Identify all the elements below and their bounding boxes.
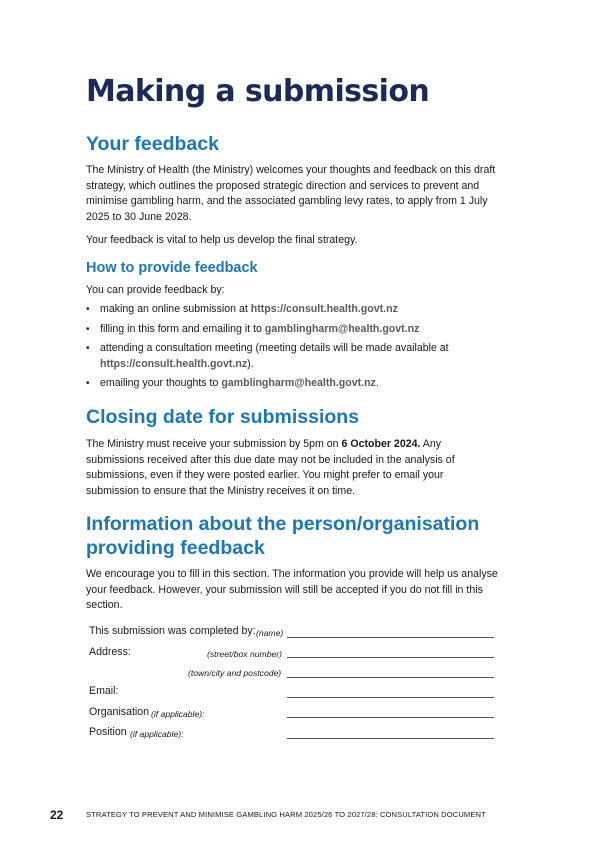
list-item-text: emailing your thoughts to <box>100 377 222 389</box>
footer-text: STRATEGY TO PREVENT AND MINIMISE GAMBLING HARM 2025/26 TO 2027/28: CONSULTATION DOCUMENT <box>86 810 486 819</box>
list-item-text: making an online submission at <box>100 303 251 315</box>
consult-link[interactable]: https://consult.health.govt.nz <box>100 357 248 370</box>
page-title: Making a submission <box>86 74 430 109</box>
closing-date-paragraph <box>86 437 498 499</box>
list-item <box>86 341 496 372</box>
list-item <box>86 322 496 338</box>
street-hint: (street/box number) <box>207 649 282 659</box>
organisation-label: Organisation <box>89 706 150 718</box>
position-hint: (if applicable): <box>130 729 184 739</box>
email-link[interactable]: gamblingharm@health.govt.nz <box>221 377 376 389</box>
page-number: 22 <box>50 808 64 822</box>
list-item <box>86 376 496 392</box>
how-to-provide-heading: How to provide feedback <box>86 260 258 276</box>
closing-text-rest: Any submissions received after this due date may not be included in the analysis of submissions, even if they were posted earlier. You might prefer to email your submission to ensure that the Ministry receives it on time. <box>86 438 455 497</box>
list-item-after: ). <box>247 357 254 370</box>
position-label: Position <box>89 726 127 738</box>
info-heading-line2: providing feedback <box>86 537 265 559</box>
how-to-intro: You can provide feedback by: <box>86 284 225 296</box>
email-field[interactable] <box>287 697 494 698</box>
email-label: Email: <box>89 685 119 697</box>
info-heading <box>86 512 479 560</box>
organisation-field[interactable] <box>287 717 494 718</box>
your-feedback-paragraph: The Ministry of Health (the Ministry) welcomes your thoughts and feedback on this draft strategy, which outlines the proposed strategic direction and services to prevent and minimise gambling harm, and the associated gambling levy rates, to apply from 1 July 2025 to 30 June 2028. <box>86 164 496 223</box>
list-item-text: attending a consultation meeting (meeting details will be made available at <box>100 342 449 354</box>
name-field[interactable] <box>287 637 494 638</box>
closing-date-heading: Closing date for submissions <box>86 406 360 428</box>
consult-link[interactable]: https://consult.health.govt.nz <box>250 303 398 315</box>
list-item-after: . <box>375 377 379 389</box>
info-heading-line1: Information about the person/organisation <box>86 513 480 535</box>
town-hint: (town/city and postcode) <box>188 668 282 678</box>
info-paragraph: We encourage you to fill in this section. The information you provide will help us analyse your feedback. However, your submission will still be accepted if you do not fill in this section. <box>86 568 498 611</box>
completed-by-label: This submission was completed by: <box>89 625 256 637</box>
email-link[interactable]: gamblingharm@health.govt.nz <box>264 322 420 335</box>
closing-date: 6 October 2024. <box>341 438 421 450</box>
position-field[interactable] <box>287 738 494 739</box>
your-feedback-vital-paragraph: Your feedback is vital to help us develop the final strategy. <box>86 234 358 246</box>
name-hint: (name) <box>256 628 284 638</box>
your-feedback-heading: Your feedback <box>86 133 219 155</box>
list-item <box>86 302 496 318</box>
list-item-text: filling in this form and emailing it to <box>100 322 265 335</box>
organisation-hint: (if applicable): <box>151 709 205 719</box>
feedback-methods-list <box>86 302 496 396</box>
closing-text: The Ministry must receive your submission by 5pm on <box>86 438 342 450</box>
town-field[interactable] <box>287 677 494 678</box>
address-label: Address: <box>89 646 131 658</box>
street-field[interactable] <box>287 657 494 658</box>
